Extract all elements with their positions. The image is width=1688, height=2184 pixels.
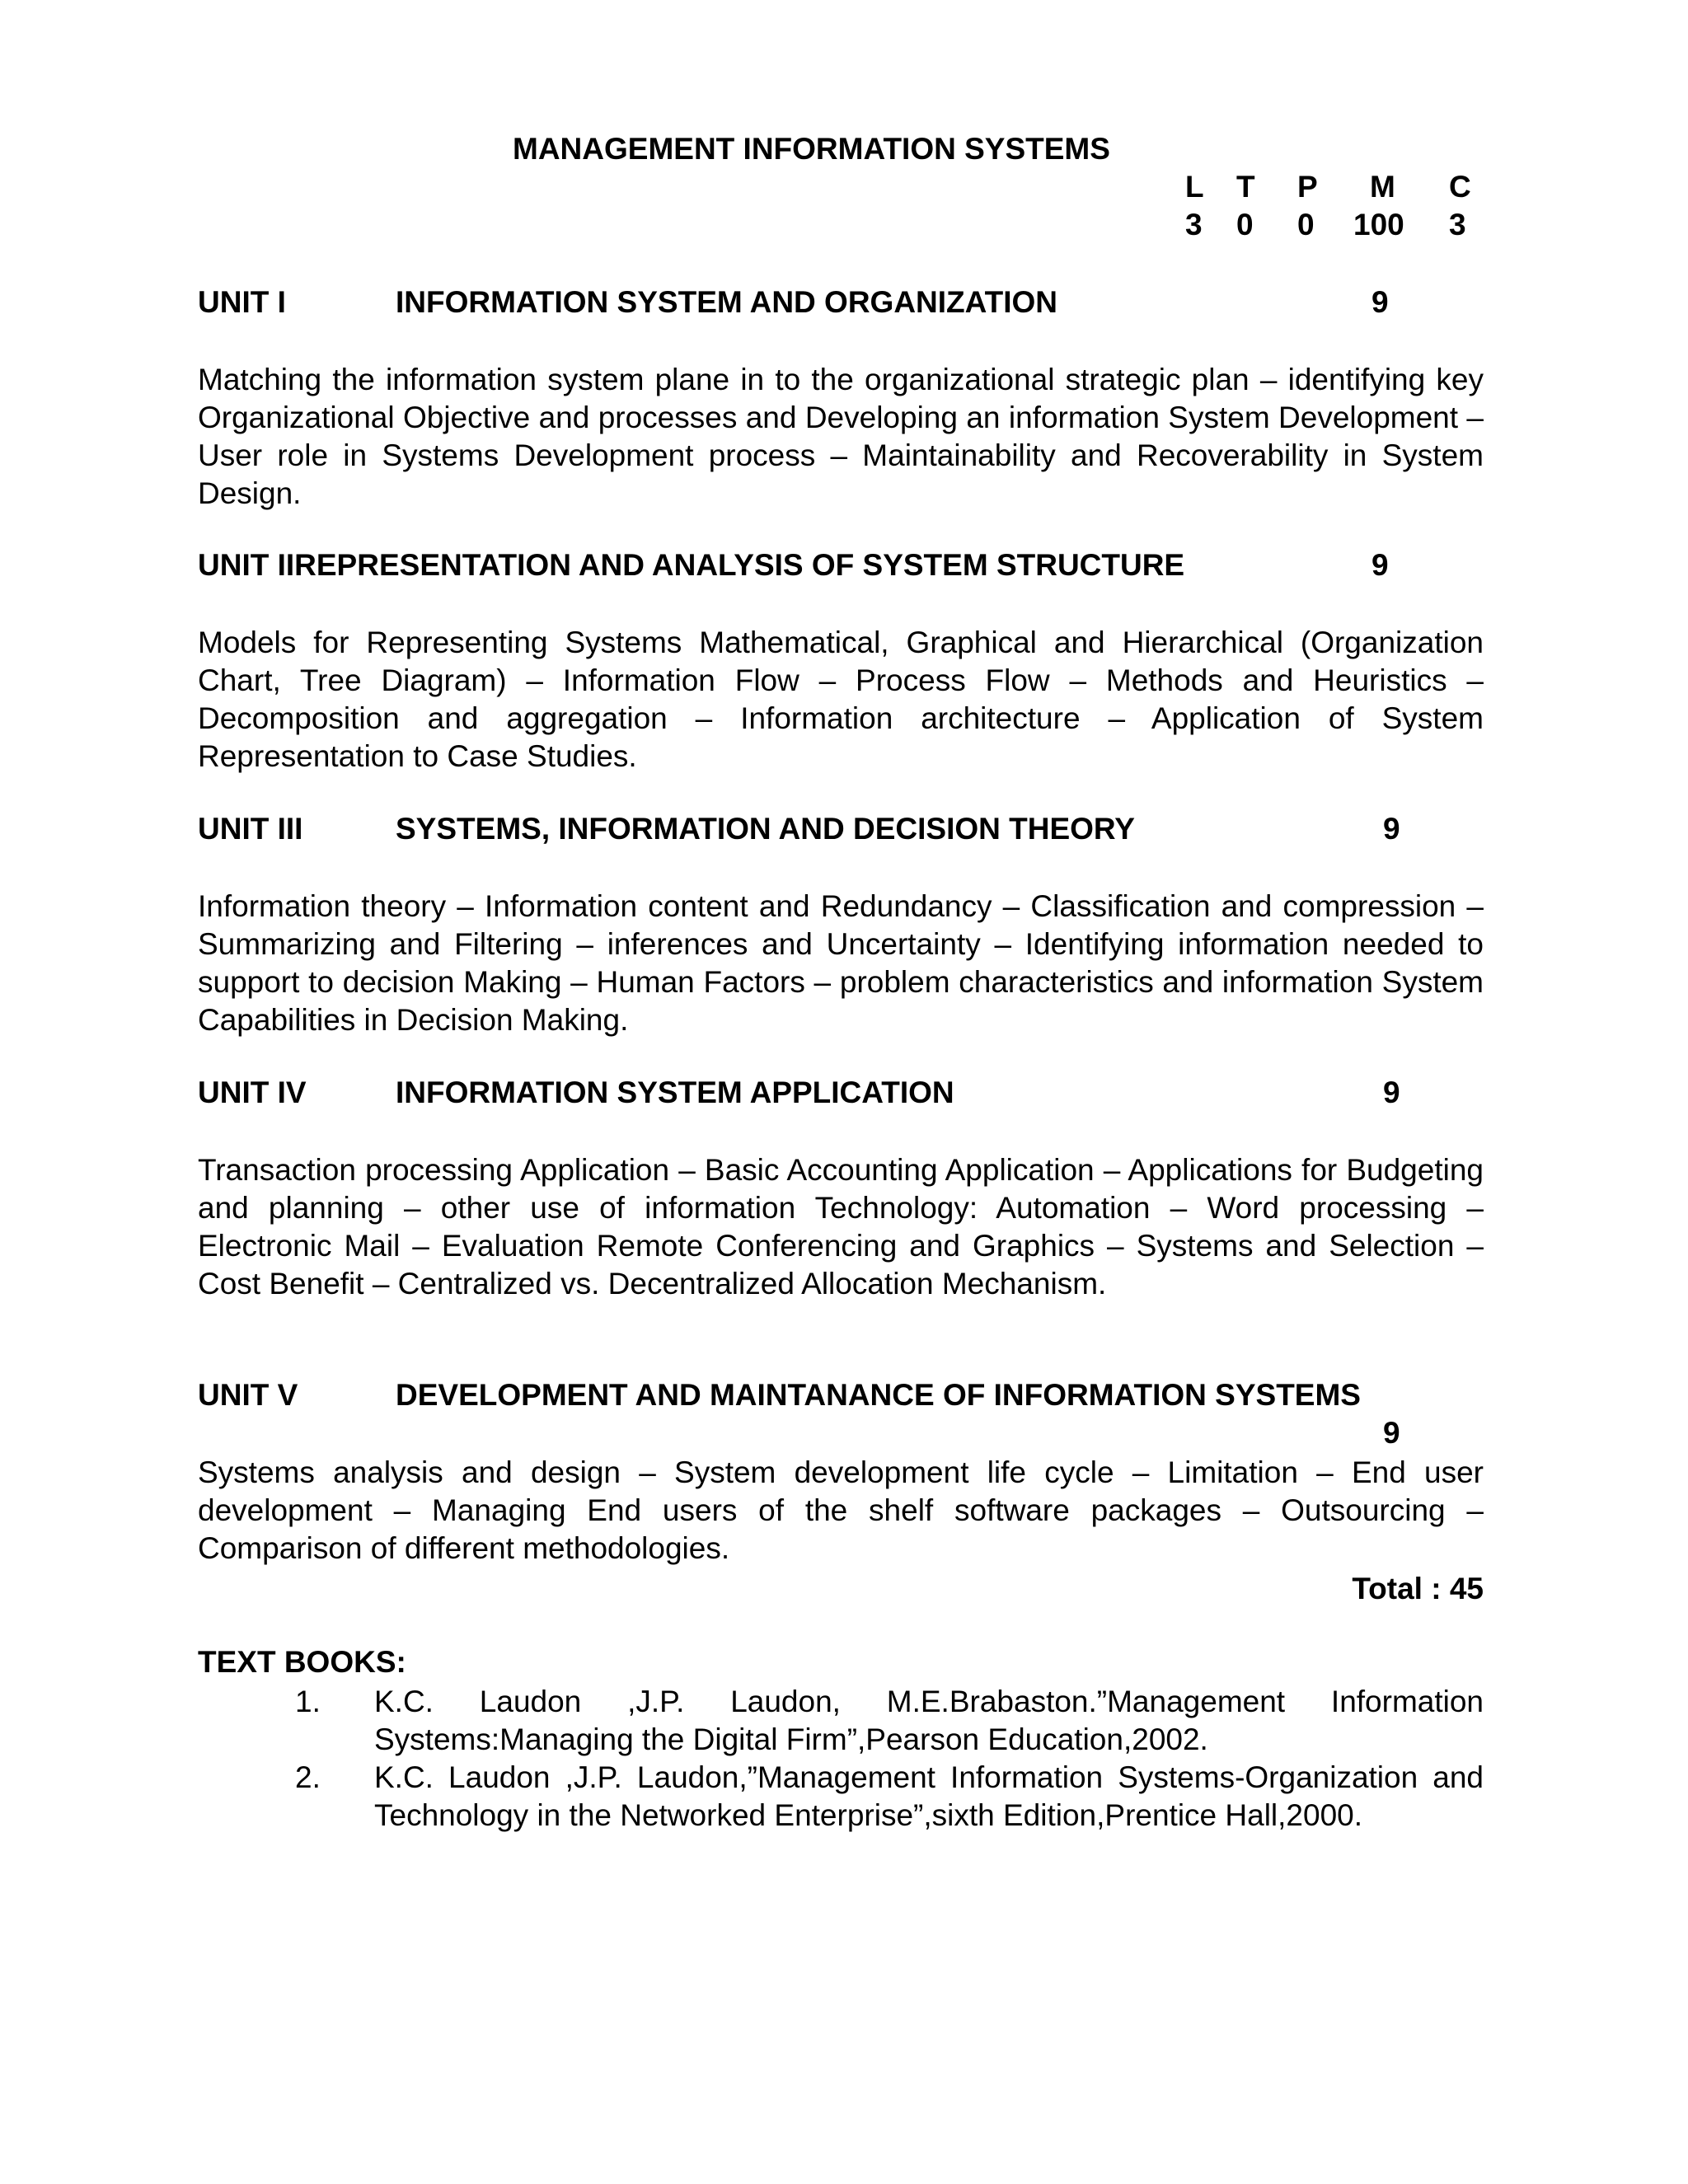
unit-title: INFORMATION SYSTEM AND ORGANIZATION [396, 285, 1057, 319]
list-item [198, 1683, 1484, 1759]
unit-2-heading [198, 548, 1484, 586]
unit-1-content: Matching the information system plane in to the organizational strategic plan – identifying key Organizational Objective and processes and Developing an information System Development – User role in Systems Development process – Maintainability and Recoverability in System Design. [198, 363, 1484, 510]
unit-title: SYSTEMS, INFORMATION AND DECISION THEORY [396, 812, 1135, 846]
unit-hours: 9 [1372, 548, 1389, 582]
total-hours: Total : 45 [1352, 1572, 1484, 1605]
list-item-text: K.C. Laudon ,J.P. Laudon,”Management Information Systems-Organization and Technology in the Networked Enterprise”,sixth Edition,Prentice Hall,2000. [374, 1760, 1484, 1832]
unit-hours: 9 [1383, 1416, 1400, 1450]
credits-value-row [1170, 208, 1484, 246]
list-item-number: 2. [295, 1760, 321, 1794]
unit-1-heading [198, 285, 1484, 323]
unit-4-heading [198, 1076, 1484, 1113]
text-books-list [198, 1683, 1484, 1835]
unit-5-heading [198, 1378, 1484, 1454]
unit-2-content: Models for Representing Systems Mathematical, Graphical and Hierarchical (Organization Chart, Tree Diagram) – Information Flow – Process Flow – Methods and Heuristics – Decomposition and aggregation – Information architecture – Application of System Representation to Case Studies. [198, 626, 1484, 773]
list-item-text: K.C. Laudon ,J.P. Laudon, M.E.Brabaston.”Management Information Systems:Managing the Digital Firm”,Pearson Education,2002. [374, 1685, 1484, 1756]
list-item-number: 1. [295, 1685, 321, 1718]
credits-header-row [1170, 170, 1484, 208]
unit-3-content: Information theory – Information content and Redundancy – Classification and compression – Summarizing and Filtering – inferences and Uncertainty – Identifying information needed to support to decision Making – Human Factors – problem characteristics and information System Capabilities in Decision Making. [198, 889, 1484, 1037]
credits-value-t: 0 [1236, 208, 1254, 241]
unit-number: UNIT IV [198, 1076, 307, 1109]
credits-value-c: 3 [1449, 208, 1466, 241]
unit-3-heading [198, 812, 1484, 850]
credits-header-t: T [1236, 170, 1255, 204]
unit-hours: 9 [1372, 285, 1389, 319]
unit-number: UNIT I [198, 285, 286, 319]
credits-value-l: 3 [1185, 208, 1203, 241]
unit-hours: 9 [1383, 812, 1400, 846]
unit-hours: 9 [1383, 1076, 1400, 1109]
credits-value-p: 0 [1297, 208, 1315, 241]
unit-5-content: Systems analysis and design – System development life cycle – Limitation – End user development – Managing End users of the shelf software packages – Outsourcing – Comparison of different methodologies. [198, 1455, 1484, 1565]
unit-title: INFORMATION SYSTEM APPLICATION [396, 1076, 954, 1109]
unit-title: DEVELOPMENT AND MAINTANANCE OF INFORMATION SYSTEMS [396, 1378, 1361, 1412]
credits-value-m: 100 [1353, 208, 1404, 241]
credits-header-c: C [1449, 170, 1471, 204]
credits-table [1170, 170, 1484, 246]
unit-4-content: Transaction processing Application – Basic Accounting Application – Applications for Budgeting and planning – other use of information Technology: Automation – Word processing – Electronic Mail – Evaluation Remote Conferencing and Graphics – Systems and Selection – Cost Benefit – Centralized vs. Decentralized Allocation Mechanism. [198, 1153, 1484, 1301]
credits-header-p: P [1297, 170, 1318, 204]
unit-number: UNIT IIREPRESENTATION AND ANALYSIS OF SYSTEM STRUCTURE [198, 548, 1185, 582]
unit-number: UNIT III [198, 812, 303, 846]
credits-header-m: M [1370, 170, 1395, 204]
credits-header-l: L [1185, 170, 1204, 204]
text-books-heading: TEXT BOOKS: [198, 1645, 406, 1679]
unit-number: UNIT V [198, 1378, 298, 1412]
page-title: MANAGEMENT INFORMATION SYSTEMS [513, 132, 1110, 166]
list-item [198, 1759, 1484, 1835]
